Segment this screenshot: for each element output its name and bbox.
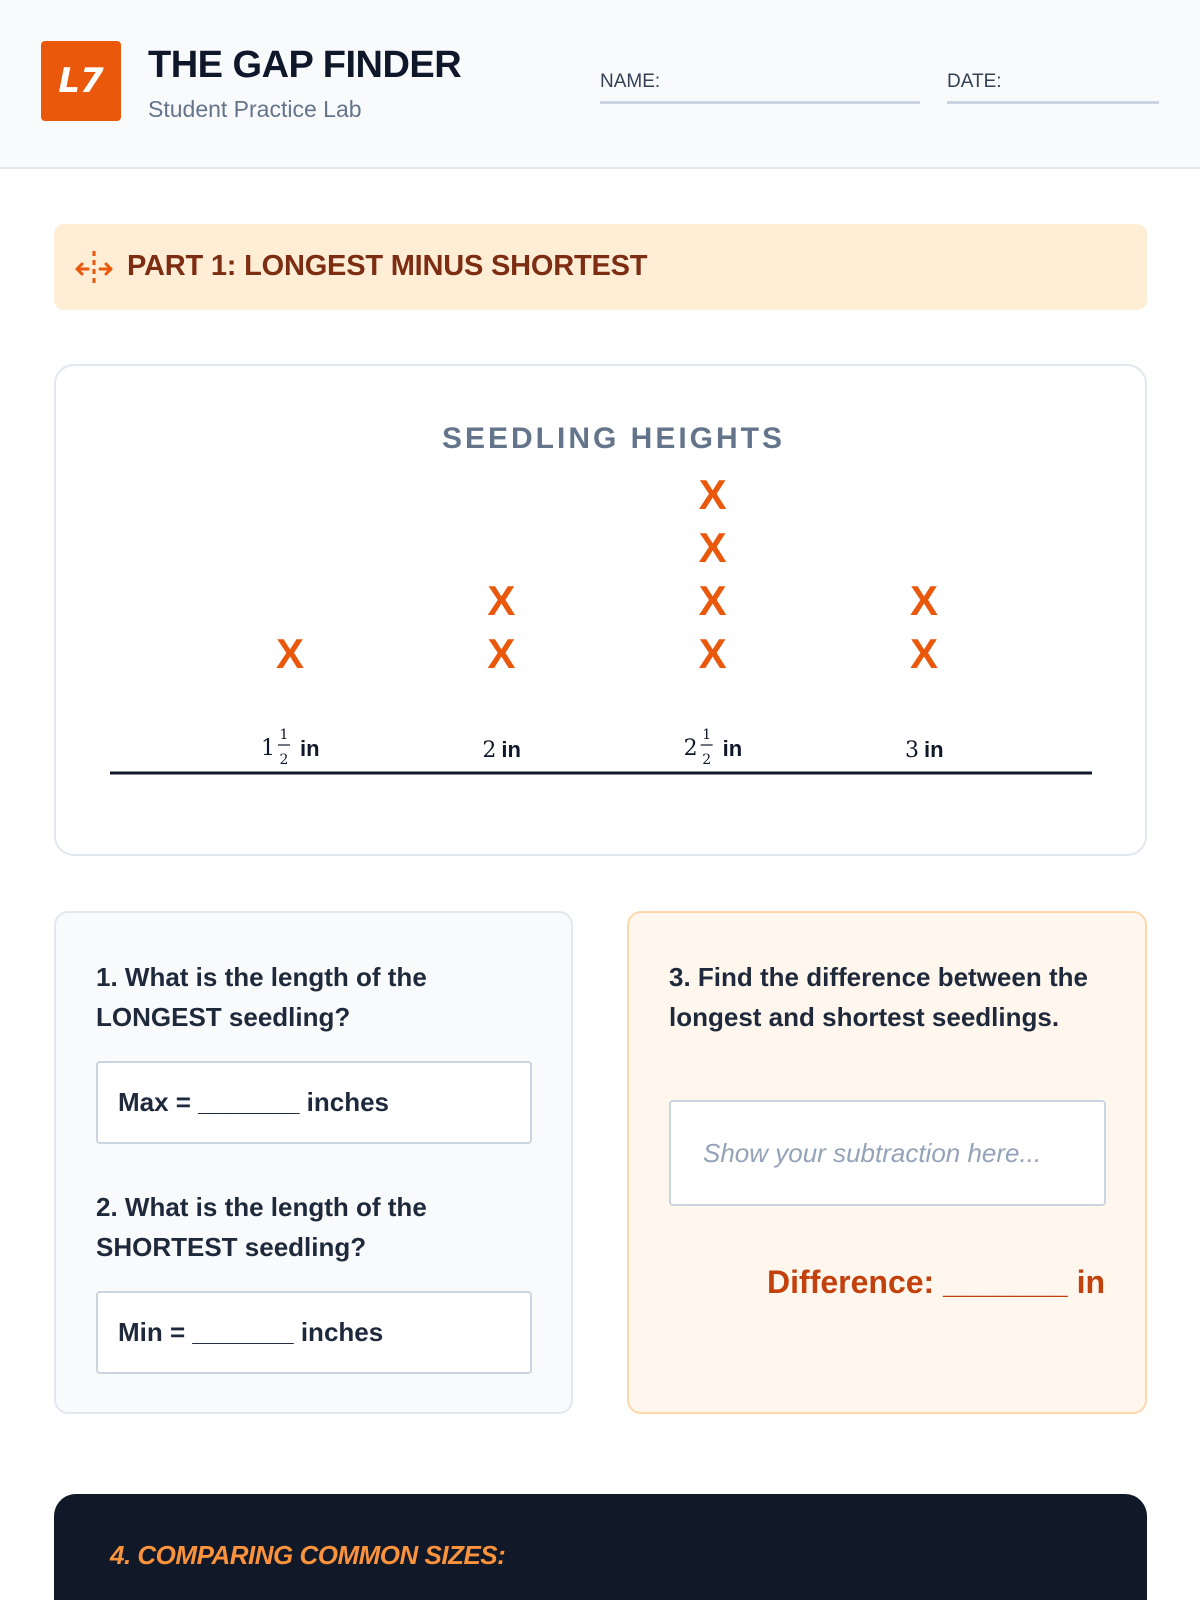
tick-unit: in <box>300 736 320 761</box>
tick-numerator: 1 <box>702 727 712 743</box>
line-plot <box>56 366 1149 858</box>
logo-text: L7 <box>58 61 104 101</box>
tick-unit: in <box>722 736 743 761</box>
worksheet-title: THE GAP FINDER <box>148 44 462 86</box>
min-answer-text: Min = _______ inches <box>118 1317 384 1347</box>
tick-whole: 3 <box>905 738 919 763</box>
plot-x-mark: X <box>698 630 727 677</box>
part-4-title: 4. COMPARING COMMON SIZES: <box>110 1540 506 1570</box>
tick-label <box>482 737 521 763</box>
plot-title: SEEDLING HEIGHTS <box>441 422 786 455</box>
plot-x-mark: X <box>698 471 727 518</box>
max-answer-text: Max = _______ inches <box>118 1087 390 1117</box>
plot-x-mark: X <box>909 577 939 624</box>
plot-x-mark: X <box>275 630 305 677</box>
part-1-banner <box>54 224 1147 310</box>
tick-whole: 1 <box>261 736 275 761</box>
tick-denominator: 2 <box>702 752 712 768</box>
min-answer-box[interactable] <box>96 1291 532 1374</box>
question-3: 3. Find the difference between the longest and shortest seedlings. <box>669 962 1088 1032</box>
max-answer-box[interactable] <box>96 1061 532 1144</box>
subtraction-work-input[interactable] <box>669 1100 1106 1206</box>
name-field[interactable] <box>600 101 920 104</box>
question-2: 2. What is the length of the SHORTEST seedling? <box>96 1192 427 1262</box>
date-field[interactable] <box>947 101 1159 104</box>
tick-label <box>684 727 743 768</box>
date-label: DATE: <box>947 71 1002 92</box>
question-1: 1. What is the length of the LONGEST seedling? <box>96 962 427 1032</box>
tick-unit: in <box>924 737 944 762</box>
comparing-sizes-card <box>54 1494 1147 1600</box>
plot-x-mark: X <box>909 630 939 677</box>
split-arrows-icon <box>74 249 114 294</box>
questions-card <box>54 911 573 1414</box>
part-1-title: PART 1: LONGEST MINUS SHORTEST <box>127 250 648 282</box>
tick-denominator: 2 <box>279 752 289 768</box>
worksheet-header <box>0 0 1200 169</box>
tick-label <box>261 727 320 768</box>
line-plot-card <box>54 364 1147 856</box>
plot-x-mark: X <box>487 577 516 624</box>
worksheet-subtitle: Student Practice Lab <box>148 96 362 122</box>
difference-card <box>627 911 1147 1414</box>
tick-whole: 2 <box>482 738 497 763</box>
tick-unit: in <box>501 737 521 762</box>
logo <box>41 41 121 121</box>
tick-label <box>905 737 944 763</box>
plot-x-mark: X <box>487 630 516 677</box>
difference-answer[interactable]: Difference: _______ in <box>767 1264 1105 1300</box>
plot-x-mark: X <box>698 577 727 624</box>
name-label: NAME: <box>600 71 661 92</box>
tick-whole: 2 <box>683 736 698 761</box>
plot-x-mark: X <box>698 524 727 571</box>
tick-numerator: 1 <box>279 727 289 743</box>
